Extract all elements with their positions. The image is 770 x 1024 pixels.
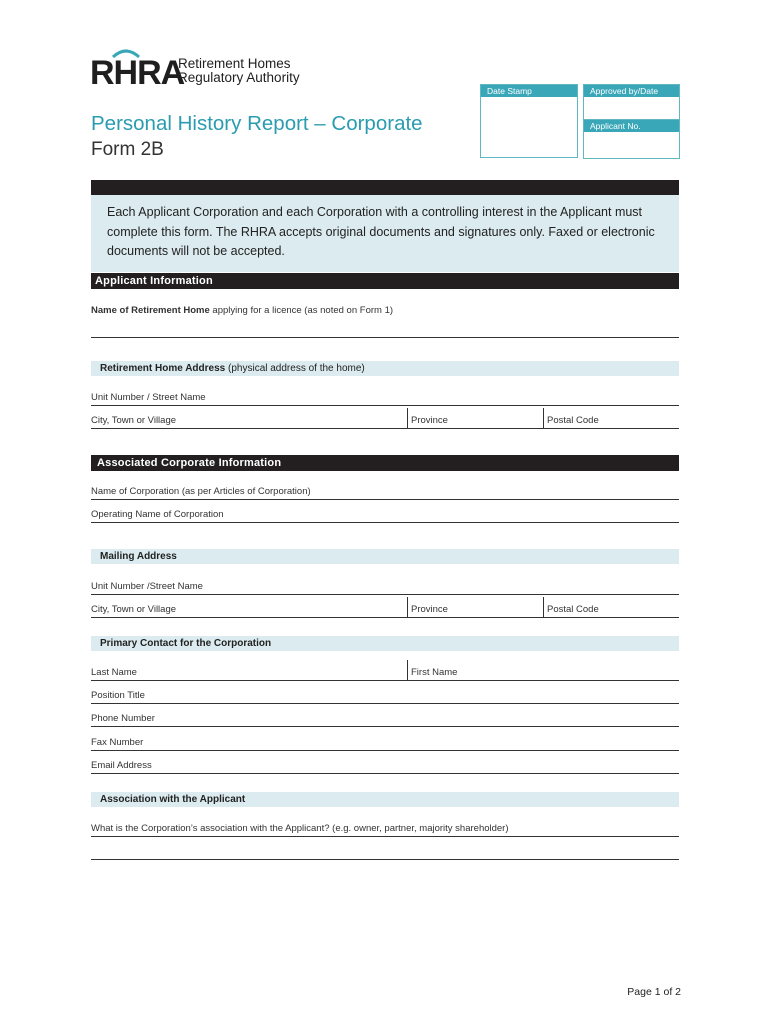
home-name-field[interactable] <box>91 337 679 338</box>
page-number: Page 1 of 2 <box>627 986 681 998</box>
association-question-label: What is the Corporation’s association with the Applicant? (e.g. owner, partner, majority shareholder) <box>91 823 509 834</box>
contact-name-field[interactable] <box>91 680 679 681</box>
approved-box <box>583 84 680 120</box>
mailing-city-field[interactable] <box>91 617 679 618</box>
first-name-label: First Name <box>411 667 458 678</box>
corporation-name-field[interactable] <box>91 499 679 500</box>
home-postal-label: Postal Code <box>547 415 599 426</box>
home-city-field[interactable] <box>91 428 679 429</box>
email-address-field[interactable] <box>91 773 679 774</box>
email-address-label: Email Address <box>91 760 152 771</box>
home-province-label: Province <box>411 415 448 426</box>
home-address-heading-rest: (physical address of the home) <box>225 363 365 374</box>
last-name-label: Last Name <box>91 667 137 678</box>
mailing-postal-label: Postal Code <box>547 604 599 615</box>
date-stamp-label: Date Stamp <box>481 85 577 97</box>
date-stamp-box <box>480 84 578 158</box>
mailing-divider-2 <box>543 597 544 617</box>
section-mailing-address: Mailing Address <box>91 549 679 564</box>
fax-number-label: Fax Number <box>91 737 144 748</box>
position-title-label: Position Title <box>91 690 145 701</box>
home-name-label <box>91 305 393 316</box>
operating-name-label: Operating Name of Corporation <box>91 509 224 520</box>
logo-letters: RHRA <box>90 54 185 92</box>
home-unit-label: Unit Number / Street Name <box>91 392 206 403</box>
fax-number-field[interactable] <box>91 750 679 751</box>
approved-label: Approved by/Date <box>584 85 679 97</box>
page-title: Personal History Report – Corporate <box>91 112 423 135</box>
home-divider-1 <box>407 408 408 428</box>
applicant-no-label: Applicant No. <box>584 120 679 132</box>
section-association: Association with the Applicant <box>91 792 679 807</box>
section-applicant-information: Applicant Information <box>91 273 679 289</box>
home-unit-field[interactable] <box>91 405 679 406</box>
mailing-unit-field[interactable] <box>91 594 679 595</box>
home-divider-2 <box>543 408 544 428</box>
home-name-label-bold: Name of Retirement Home <box>91 305 210 316</box>
corporation-name-label: Name of Corporation (as per Articles of Corporation) <box>91 486 311 497</box>
section-home-address <box>91 361 679 376</box>
mailing-divider-1 <box>407 597 408 617</box>
form-number: Form 2B <box>91 139 164 160</box>
header-divider <box>91 180 679 195</box>
operating-name-field[interactable] <box>91 522 679 523</box>
position-title-field[interactable] <box>91 703 679 704</box>
section-primary-contact: Primary Contact for the Corporation <box>91 636 679 651</box>
home-name-label-rest: applying for a licence (as noted on Form 1) <box>209 305 394 316</box>
rhra-logo <box>90 48 310 90</box>
mailing-province-label: Province <box>411 604 448 615</box>
phone-number-field[interactable] <box>91 726 679 727</box>
section-corporate-information: Associated Corporate Information <box>91 455 679 471</box>
phone-number-label: Phone Number <box>91 713 155 724</box>
mailing-unit-label: Unit Number /Street Name <box>91 581 203 592</box>
association-field-2[interactable] <box>91 859 679 860</box>
contact-name-divider <box>407 660 408 680</box>
mailing-city-label: City, Town or Village <box>91 604 177 615</box>
home-address-heading-bold: Retirement Home Address <box>100 363 226 374</box>
intro-text: Each Applicant Corporation and each Corporation with a controlling interest in the Applicant must complete this form. The RHRA accepts original documents and signatures only. Faxed or electronic documents will not be accepted. <box>91 195 679 272</box>
association-field-1[interactable] <box>91 836 679 837</box>
logo-line-2: Regulatory Authority <box>178 70 300 85</box>
logo-line-1: Retirement Homes <box>178 56 291 71</box>
applicant-no-box <box>583 119 680 159</box>
home-city-label: City, Town or Village <box>91 415 177 426</box>
logo-name <box>178 57 300 85</box>
